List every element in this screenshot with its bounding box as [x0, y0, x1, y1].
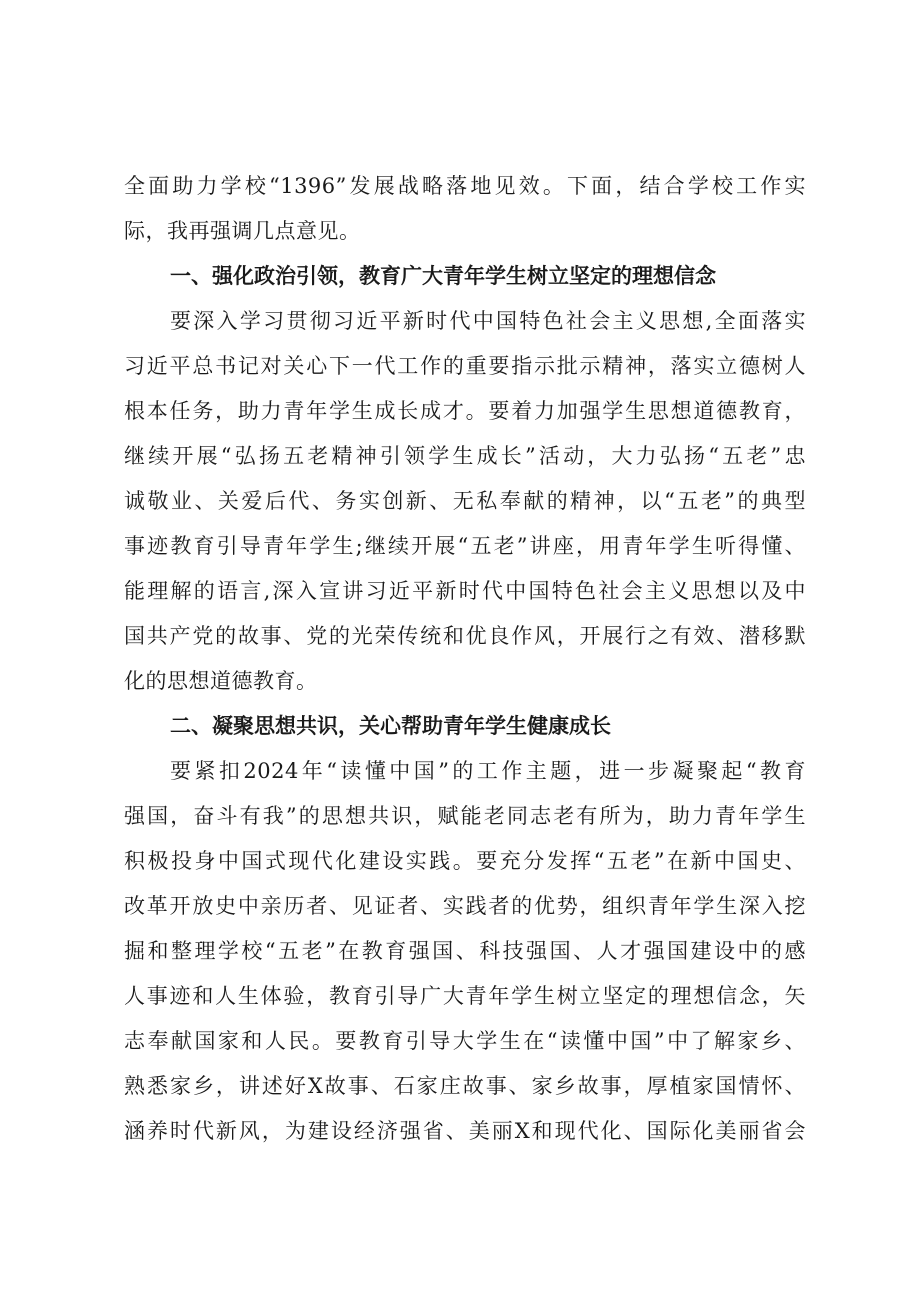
section-heading: 一、强化政治引领，教育广大青年学生树立坚定的理想信念 [170, 264, 716, 288]
body-line: 积极投身中国式现代化建设实践。要充分发挥“五老”在新中国史、 [124, 849, 806, 873]
body-line: 能理解的语言,深入宣讲习近平新时代中国特色社会主义思想以及中 [124, 579, 806, 603]
body-line: 根本任务，助力青年学生成长成才。要着力加强学生思想道德教育， [124, 399, 806, 423]
body-line: 要紧扣2024年“读懂中国”的工作主题，进一步凝聚起“教育 [170, 759, 806, 783]
body-line: 要深入学习贯彻习近平新时代中国特色社会主义思想,全面落实 [170, 309, 806, 333]
body-line: 际，我再强调几点意见。 [124, 219, 361, 243]
body-line: 掘和整理学校“五老”在教育强国、科技强国、人才强国建设中的感 [124, 939, 806, 963]
body-line: 人事迹和人生体验，教育引导广大青年学生树立坚定的理想信念，矢 [124, 984, 806, 1008]
section-heading: 二、凝聚思想共识，关心帮助青年学生健康成长 [170, 714, 611, 738]
body-line: 继续开展“弘扬五老精神引领学生成长”活动，大力弘扬“五老”忠 [124, 444, 806, 468]
body-line: 化的思想道德教育。 [124, 669, 318, 693]
body-line: 改革开放史中亲历者、见证者、实践者的优势，组织青年学生深入挖 [124, 894, 806, 918]
body-line: 国共产党的故事、党的光荣传统和优良作风，开展行之有效、潜移默 [124, 624, 806, 648]
body-line: 事迹教育引导青年学生;继续开展“五老”讲座，用青年学生听得懂、 [124, 534, 806, 558]
body-line: 全面助力学校“1396”发展战略落地见效。下面，结合学校工作实 [124, 174, 806, 198]
body-line: 志奉献国家和人民。要教育引导大学生在“读懂中国”中了解家乡、 [124, 1029, 806, 1053]
body-line: 熟悉家乡，讲述好X故事、石家庄故事、家乡故事，厚植家国情怀、 [124, 1074, 806, 1098]
body-line: 强国，奋斗有我”的思想共识，赋能老同志老有所为，助力青年学生 [124, 804, 806, 828]
body-line: 习近平总书记对关心下一代工作的重要指示批示精神，落实立德树人 [124, 354, 806, 378]
document-body [124, 164, 806, 1154]
body-line: 涵养时代新风，为建设经济强省、美丽X和现代化、国际化美丽省会 [124, 1119, 806, 1143]
body-line: 诚敬业、关爱后代、务实创新、无私奉献的精神，以“五老”的典型 [124, 489, 806, 513]
